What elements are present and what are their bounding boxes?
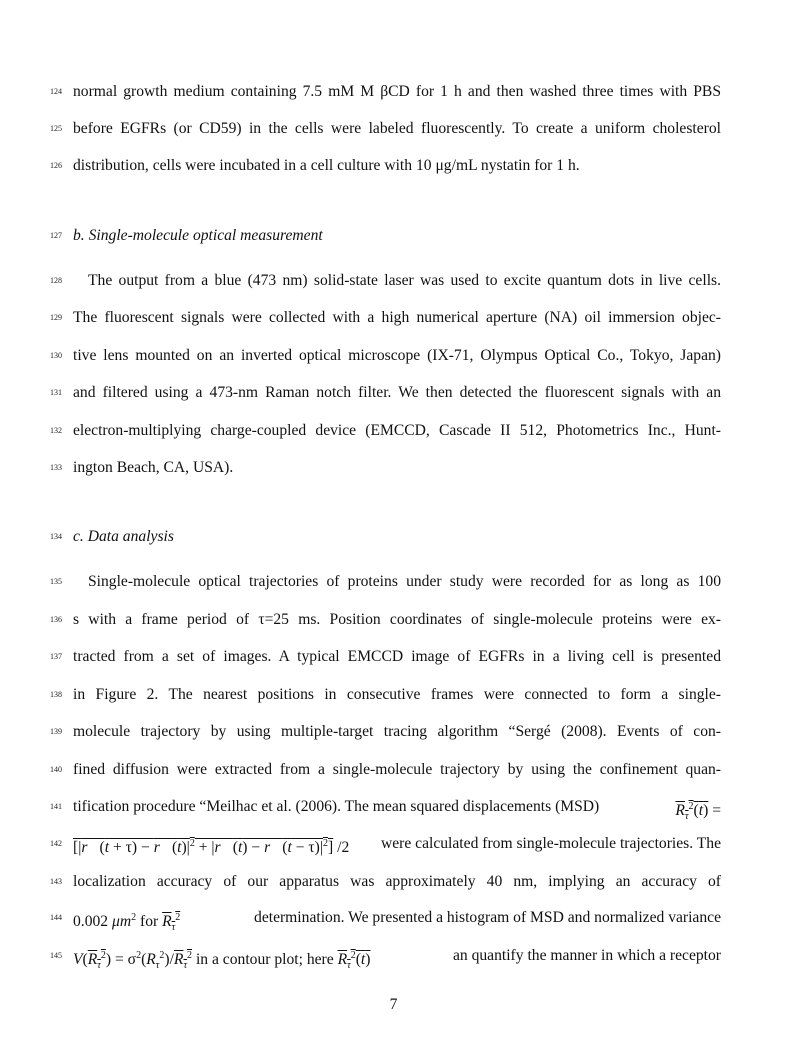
unit-formula: μm (112, 913, 132, 931)
section-heading-b: b. Single-molecule optical measurement (73, 227, 323, 244)
text-run: were calculated from single-molecule trajectories. The (380, 835, 721, 852)
text-run: in a contour plot; here (195, 951, 334, 969)
line-number: 131 (50, 388, 62, 397)
line-number: 136 (50, 615, 62, 624)
body-text-line: The fluorescent signals were collected with a high numerical aperture (NA) oil immersion objec- (73, 309, 721, 326)
line-number: 141 (50, 802, 62, 811)
body-text-line: The output from a blue (473 nm) solid-state laser was used to excite quantum dots in live cells. (88, 272, 721, 289)
section-heading-c: c. Data analysis (73, 528, 174, 545)
line-number: 130 (50, 351, 62, 360)
line-number: 128 (50, 276, 62, 285)
body-text-line (73, 834, 721, 857)
body-text-line (73, 797, 721, 823)
line-number: 132 (50, 426, 62, 435)
body-text-line: normal growth medium containing 7.5 mM M βCD for 1 h and then washed three times with PBS (73, 83, 721, 100)
body-text-line (73, 946, 721, 972)
text-run: for (140, 913, 159, 931)
body-text-line: tive lens mounted on an inverted optical microscope (IX-71, Olympus Optical Co., Tokyo, Japan) (73, 347, 721, 364)
body-text-line: s with a frame period of τ=25 ms. Position coordinates of single-molecule proteins were ex- (73, 611, 721, 628)
text-run: an quantify the manner in which a receptor (452, 947, 721, 964)
body-text-line: before EGFRs (or CD59) in the cells were labeled fluorescently. To create a uniform cholesterol (73, 120, 721, 137)
body-text-line: molecule trajectory by using multiple-target tracing algorithm “Sergé (2008). Events of con- (73, 723, 721, 740)
text-run: determination. We presented a histogram of MSD and normalized variance (254, 909, 721, 926)
body-text-line: tracted from a set of images. A typical EMCCD image of EGFRs in a living cell is presented (73, 648, 721, 665)
line-number: 137 (50, 652, 62, 661)
line-number: 144 (50, 913, 62, 922)
line-number: 134 (50, 532, 62, 541)
body-text-line: ington Beach, CA, USA). (73, 459, 234, 476)
body-text-line: electron-multiplying charge-coupled device (EMCCD, Cascade II 512, Photometrics Inc., Hunt- (73, 422, 721, 439)
line-number: 139 (50, 727, 62, 736)
line-number: 145 (50, 951, 62, 960)
text-run: tification procedure “Meilhac et al. (2006). The mean squared displacements (MSD) (73, 798, 600, 815)
line-number: 129 (50, 313, 62, 322)
line-number: 127 (50, 231, 62, 240)
body-text-line: distribution, cells were incubated in a cell culture with 10 μg/mL nystatin for 1 h. (73, 157, 580, 174)
body-text-line: fined diffusion were extracted from a single-molecule trajectory by using the confinement quan- (73, 761, 721, 778)
line-number: 125 (50, 124, 62, 133)
line-number: 140 (50, 765, 62, 774)
body-text-line: localization accuracy of our apparatus was approximately 40 nm, implying an accuracy of (73, 873, 721, 890)
variance-formula: $V(R_\tau^2) = \sigma^2(R_\tau^2)/R_\tau^2$ (73, 950, 193, 972)
body-text-line: and filtered using a 473-nm Raman notch filter. We then detected the fluorescent signals with an (73, 384, 721, 401)
line-number: 143 (50, 877, 62, 886)
line-number: 135 (50, 577, 62, 586)
line-number: 142 (50, 839, 62, 848)
line-number: 124 (50, 87, 62, 96)
msd-symbol: $R_\tau^2$ (162, 912, 181, 934)
msd-definition-formula: [|r⃗(t + $\tau) - r⃗(t)|^2$ + |r⃗(t) − r⃗(t − $\tau)|^2$] /2 (73, 838, 350, 857)
line-number: 138 (50, 690, 62, 699)
body-text-line: Single-molecule optical trajectories of proteins under study were recorded for as long as 100 (88, 573, 721, 590)
body-text-line: in Figure 2. The nearest positions in consecutive frames were connected to form a single- (73, 686, 721, 703)
body-text-line: 0.002 $\mu m^2$ for $R_\tau^2$ determination. We presented a histogram of MSD and normalized variance (73, 909, 721, 934)
page-number: 7 (389, 996, 398, 1013)
msd-formula: $R_\tau^2(t)$ = (675, 801, 721, 823)
text-run: 0.002 (73, 913, 109, 931)
line-number: 133 (50, 463, 62, 472)
line-number: 126 (50, 161, 62, 170)
msd-formula: $R_\tau^2(t)$ (337, 950, 371, 972)
